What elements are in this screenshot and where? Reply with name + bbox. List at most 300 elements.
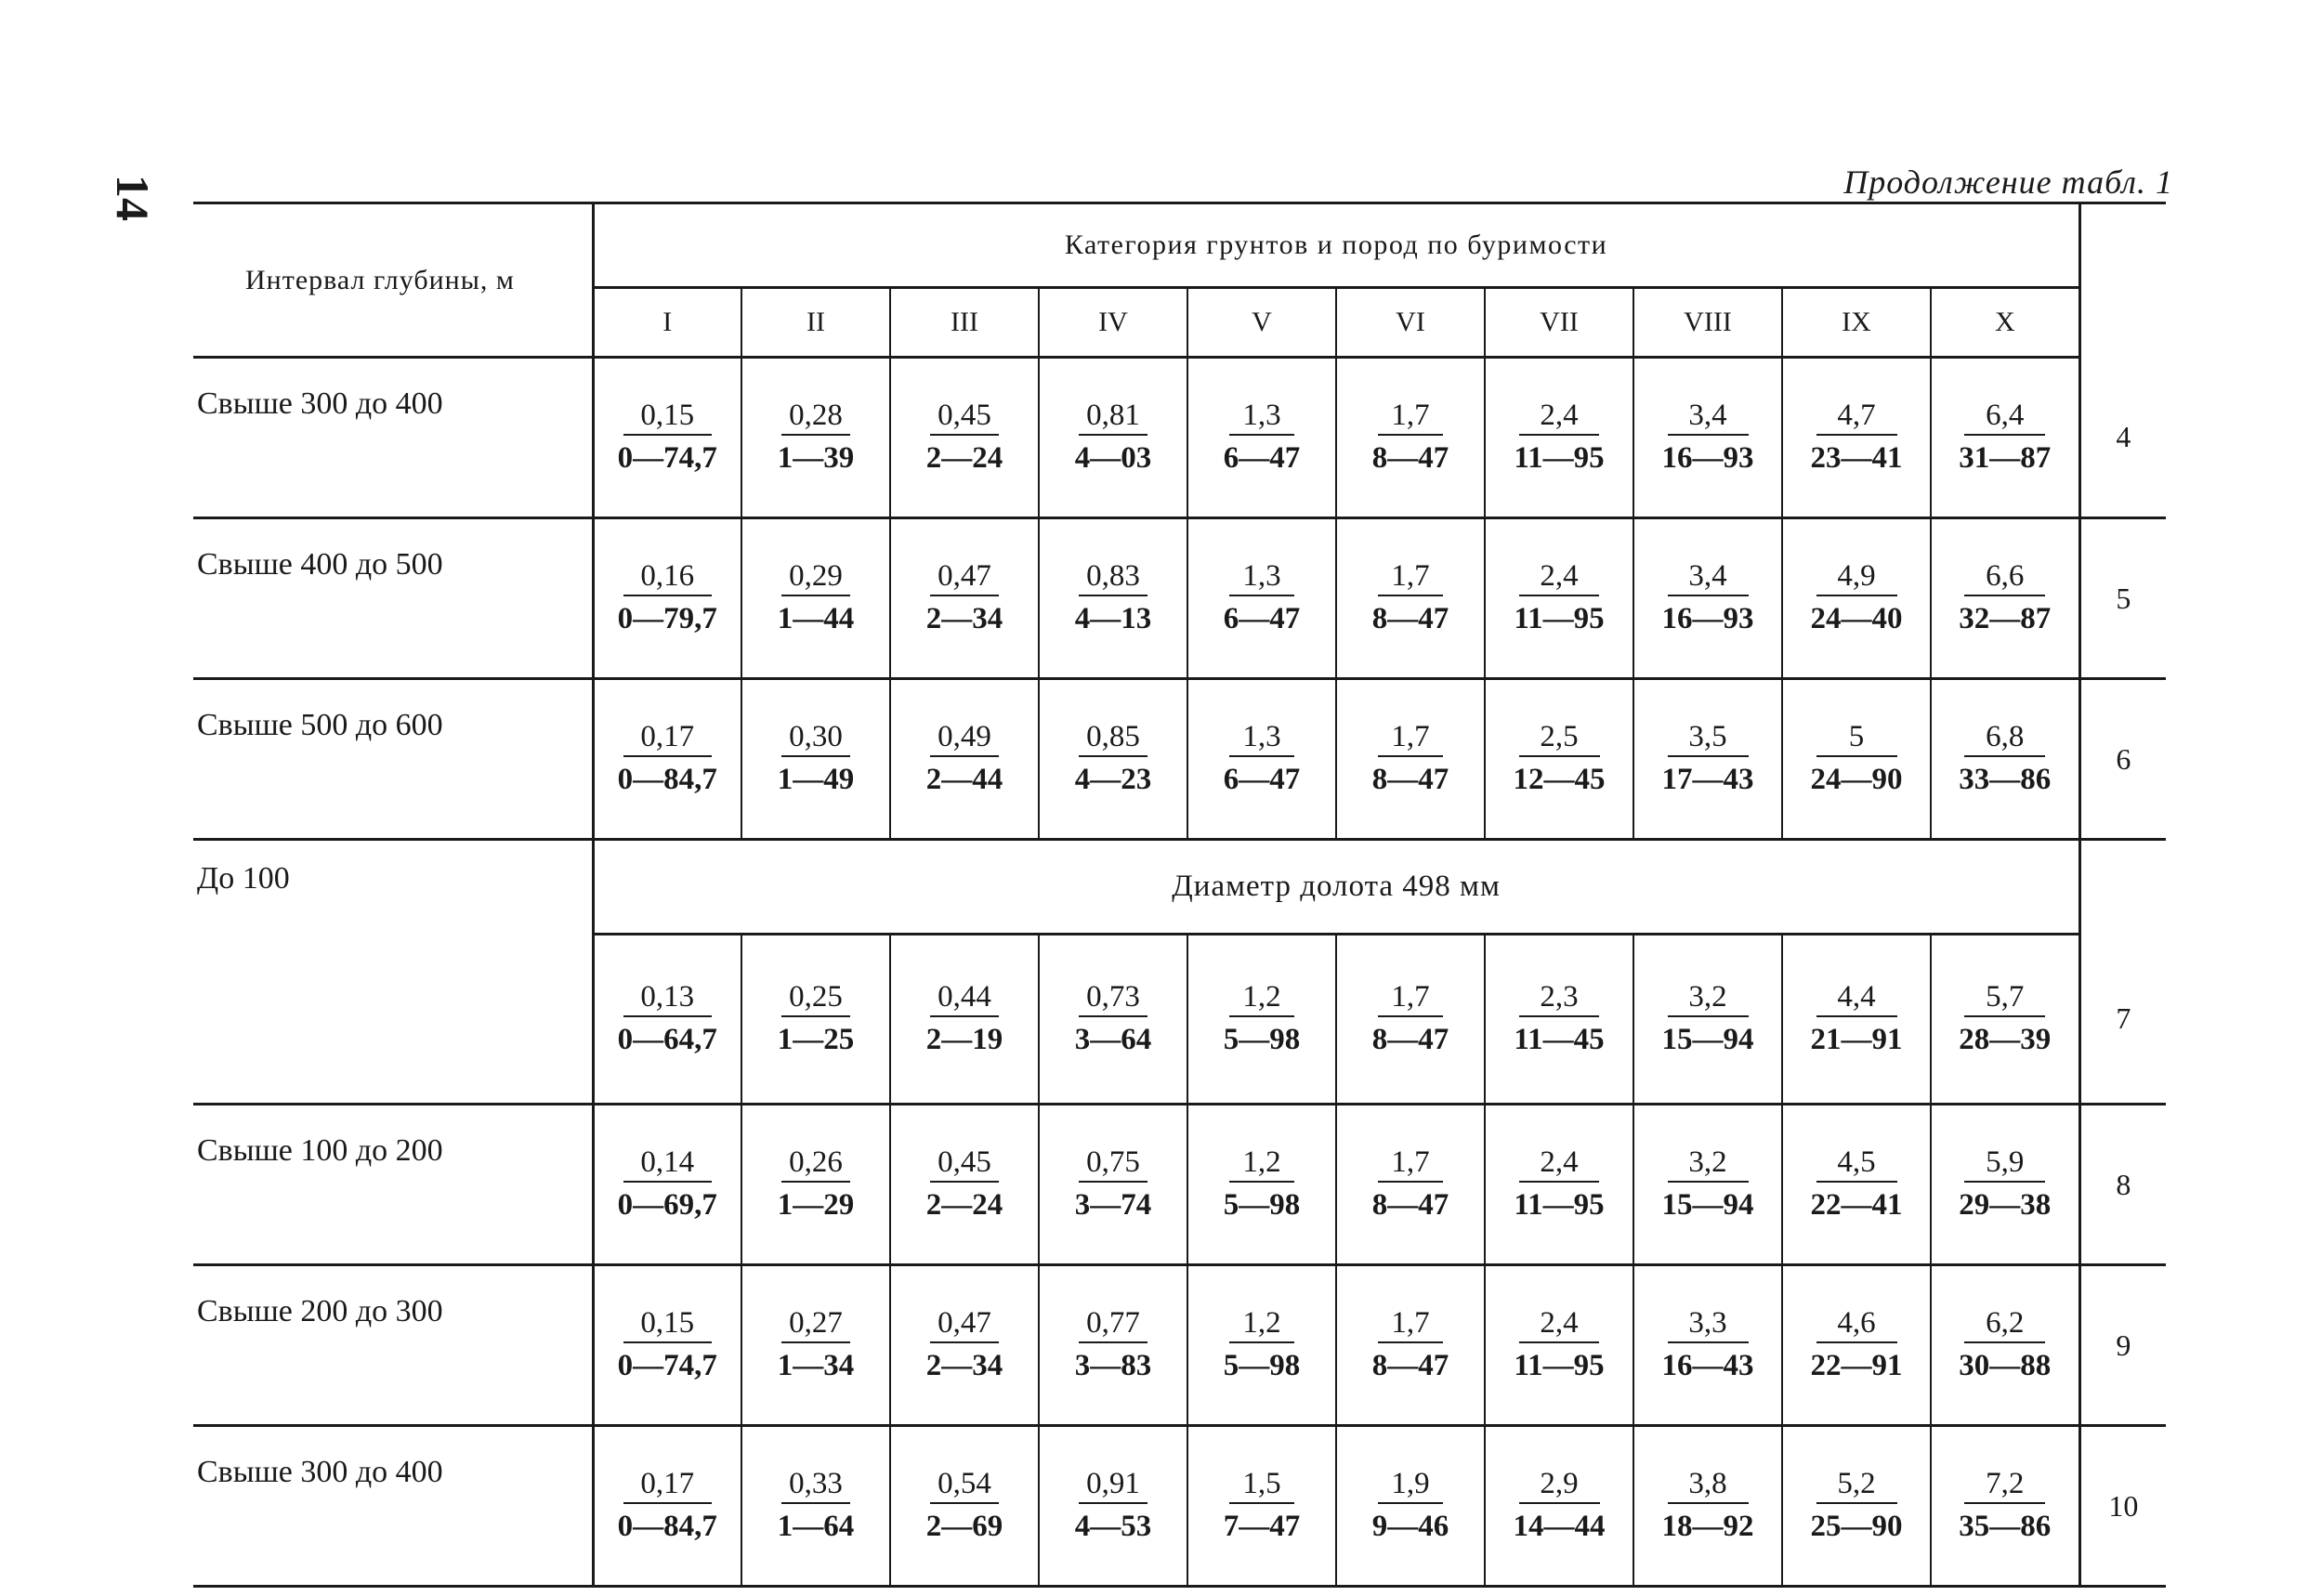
fraction-denominator: 2—34	[925, 1349, 1003, 1382]
fraction	[1514, 718, 1606, 800]
fraction-numerator: 0,91	[1079, 1465, 1147, 1504]
fraction-numerator: 0,29	[781, 557, 850, 596]
value-cell	[1485, 358, 1633, 518]
fraction	[1811, 718, 1903, 800]
fraction-numerator: 3,2	[1668, 978, 1749, 1017]
fraction-denominator: 3—74	[1074, 1188, 1152, 1222]
fraction-numerator: 2,4	[1519, 1144, 1598, 1183]
fraction-denominator: 1—39	[777, 441, 855, 475]
fraction	[1959, 1465, 2051, 1547]
value-cell	[1187, 1105, 1336, 1265]
fraction-denominator: 2—24	[925, 1188, 1003, 1222]
fraction-denominator: 8—47	[1371, 1349, 1449, 1382]
fraction	[1959, 1144, 2051, 1225]
fraction	[1224, 978, 1301, 1060]
fraction	[618, 1465, 717, 1547]
fraction	[1224, 1304, 1301, 1386]
fraction-numerator: 1,2	[1229, 978, 1295, 1017]
fraction-denominator: 23—41	[1810, 441, 1903, 475]
value-cell	[1931, 518, 2079, 679]
fraction	[618, 718, 717, 800]
fraction	[1514, 1144, 1604, 1225]
fraction	[776, 397, 856, 478]
fraction	[1514, 557, 1604, 639]
value-cell	[593, 934, 741, 1105]
row-number: 10	[2079, 1426, 2166, 1587]
fraction-numerator: 6,2	[1964, 1304, 2045, 1343]
value-cell	[1039, 518, 1187, 679]
fraction	[618, 978, 717, 1060]
fraction	[1662, 557, 1754, 639]
table-row	[193, 1105, 2166, 1265]
fraction-denominator: 9—46	[1371, 1510, 1449, 1543]
fraction-denominator: 0—84,7	[617, 1510, 717, 1543]
fraction	[1662, 1144, 1754, 1225]
fraction	[1372, 397, 1449, 478]
fraction	[1372, 557, 1449, 639]
value-cell	[1336, 358, 1485, 518]
value-cell	[1187, 934, 1336, 1105]
page-number: 14	[107, 175, 159, 221]
fraction-numerator: 0,47	[930, 1304, 999, 1343]
fraction-denominator: 5—98	[1223, 1188, 1301, 1222]
fraction-denominator: 5—98	[1223, 1022, 1301, 1056]
fraction-denominator: 15—94	[1661, 1022, 1754, 1056]
value-cell	[741, 1105, 890, 1265]
fraction	[1811, 1144, 1903, 1225]
fraction-numerator: 0,44	[930, 978, 999, 1017]
fraction	[1073, 397, 1153, 478]
category-header-3: III	[890, 288, 1039, 358]
interval-label: Свыше 300 до 400	[193, 1426, 593, 1587]
value-cell	[1485, 1426, 1633, 1587]
value-cell	[1633, 1265, 1782, 1426]
fraction	[1811, 1465, 1903, 1547]
table-row	[193, 1265, 2166, 1426]
fraction	[776, 1144, 856, 1225]
fraction-numerator: 0,15	[623, 397, 712, 436]
fraction-numerator: 5	[1816, 718, 1897, 757]
fraction-numerator: 0,15	[623, 1304, 712, 1343]
fraction-numerator: 0,73	[1079, 978, 1147, 1017]
value-cell	[593, 518, 741, 679]
value-cell	[1633, 358, 1782, 518]
fraction-numerator: 3,3	[1668, 1304, 1749, 1343]
fraction	[1959, 397, 2051, 478]
fraction-denominator: 4—13	[1074, 602, 1152, 635]
fraction-numerator: 5,7	[1964, 978, 2045, 1017]
fraction-numerator: 3,4	[1668, 397, 1749, 436]
fraction-numerator: 5,2	[1816, 1465, 1897, 1504]
value-cell	[1633, 1105, 1782, 1265]
value-cell	[593, 1105, 741, 1265]
value-cell	[1039, 934, 1187, 1105]
fraction-denominator: 11—45	[1514, 1022, 1605, 1056]
fraction-numerator: 0,17	[623, 1465, 712, 1504]
fraction	[776, 1304, 856, 1386]
fraction-denominator: 28—39	[1959, 1022, 2052, 1056]
fraction-denominator: 2—34	[925, 602, 1003, 635]
value-cell	[1039, 358, 1187, 518]
interval-label: Свыше 300 до 400	[193, 358, 593, 518]
value-cell	[1931, 679, 2079, 840]
fraction-denominator: 0—74,7	[617, 1349, 717, 1382]
fraction-numerator: 6,6	[1964, 557, 2045, 596]
table-row	[193, 679, 2166, 840]
value-cell	[593, 679, 741, 840]
fraction	[1662, 1465, 1754, 1547]
fraction-denominator: 8—47	[1371, 1022, 1449, 1056]
value-cell	[741, 1265, 890, 1426]
fraction-denominator: 4—23	[1074, 763, 1152, 796]
fraction-denominator: 0—84,7	[617, 763, 717, 796]
value-cell	[593, 1265, 741, 1426]
value-cell	[890, 1426, 1039, 1587]
row-number: 6	[2079, 679, 2166, 840]
fraction-denominator: 6—47	[1223, 763, 1301, 796]
category-header: Категория грунтов и пород по буримости	[593, 203, 2079, 288]
value-cell	[890, 358, 1039, 518]
fraction-numerator: 1,7	[1378, 718, 1444, 757]
fraction	[1224, 1144, 1301, 1225]
fraction	[1811, 557, 1903, 639]
fraction-denominator: 16—93	[1661, 441, 1754, 475]
category-header-2: II	[741, 288, 890, 358]
fraction-denominator: 29—38	[1959, 1188, 2052, 1222]
fraction	[925, 978, 1004, 1060]
value-cell	[890, 1105, 1039, 1265]
fraction-denominator: 33—86	[1959, 763, 2052, 796]
fraction-denominator: 16—93	[1661, 602, 1754, 635]
value-cell	[1485, 934, 1633, 1105]
fraction-numerator: 4,6	[1816, 1304, 1897, 1343]
fraction-denominator: 8—47	[1371, 602, 1449, 635]
value-cell	[741, 679, 890, 840]
fraction-numerator: 0,45	[930, 397, 999, 436]
row-number-blank	[2079, 840, 2166, 935]
fraction	[1959, 557, 2051, 639]
fraction	[618, 397, 717, 478]
fraction	[925, 1465, 1004, 1547]
fraction	[925, 1304, 1004, 1386]
interval-header: Интервал глубины, м	[193, 203, 593, 358]
fraction-numerator: 1,3	[1229, 557, 1295, 596]
fraction-denominator: 8—47	[1371, 763, 1449, 796]
fraction-denominator: 11—95	[1514, 1188, 1605, 1222]
fraction	[1372, 1144, 1449, 1225]
value-cell	[1633, 679, 1782, 840]
fraction	[925, 718, 1004, 800]
fraction-denominator: 2—44	[925, 763, 1003, 796]
fraction	[925, 557, 1004, 639]
fraction-numerator: 2,4	[1519, 397, 1598, 436]
category-header-7: VII	[1485, 288, 1633, 358]
row-number: 4	[2079, 358, 2166, 518]
fraction-numerator: 3,8	[1668, 1465, 1749, 1504]
row-number-header	[2079, 203, 2166, 358]
fraction-numerator: 2,3	[1519, 978, 1598, 1017]
value-cell	[1187, 518, 1336, 679]
category-header-10: X	[1931, 288, 2079, 358]
fraction-numerator: 0,25	[781, 978, 850, 1017]
category-header-6: VI	[1336, 288, 1485, 358]
fraction-numerator: 0,81	[1079, 397, 1147, 436]
value-cell	[1931, 358, 2079, 518]
value-cell	[1782, 1426, 1931, 1587]
fraction-numerator: 1,7	[1378, 397, 1444, 436]
fraction-denominator: 18—92	[1661, 1510, 1754, 1543]
fraction-denominator: 11—95	[1514, 1349, 1605, 1382]
fraction-denominator: 25—90	[1810, 1510, 1903, 1543]
fraction-denominator: 32—87	[1959, 602, 2052, 635]
fraction-numerator: 0,28	[781, 397, 850, 436]
fraction	[1514, 397, 1604, 478]
fraction-denominator: 24—90	[1810, 763, 1903, 796]
value-cell	[1336, 1105, 1485, 1265]
fraction	[1514, 1465, 1606, 1547]
category-header-4: IV	[1039, 288, 1187, 358]
fraction	[776, 718, 856, 800]
value-cell	[1485, 1105, 1633, 1265]
fraction-denominator: 15—94	[1661, 1188, 1754, 1222]
fraction-numerator: 0,14	[623, 1144, 712, 1183]
fraction	[1514, 1304, 1604, 1386]
fraction-numerator: 1,9	[1378, 1465, 1444, 1504]
table-continuation-label: Продолжение табл. 1	[1843, 164, 2173, 201]
fraction	[1514, 978, 1604, 1060]
fraction-denominator: 8—47	[1371, 1188, 1449, 1222]
value-cell	[1782, 1265, 1931, 1426]
fraction	[1811, 397, 1903, 478]
fraction	[1372, 718, 1449, 800]
fraction-denominator: 1—29	[777, 1188, 855, 1222]
fraction-numerator: 7,2	[1964, 1465, 2045, 1504]
row-number: 7	[2079, 934, 2166, 1105]
fraction-denominator: 3—83	[1074, 1349, 1152, 1382]
fraction	[776, 557, 856, 639]
category-header-9: IX	[1782, 288, 1931, 358]
value-cell	[1485, 518, 1633, 679]
fraction-denominator: 6—47	[1223, 602, 1301, 635]
fraction-denominator: 12—45	[1513, 763, 1606, 796]
fraction	[1224, 718, 1301, 800]
value-cell	[741, 518, 890, 679]
interval-label	[193, 934, 593, 1105]
fraction-numerator: 0,85	[1079, 718, 1147, 757]
fraction-denominator: 2—24	[925, 441, 1003, 475]
fraction	[776, 978, 856, 1060]
fraction-denominator: 2—19	[925, 1022, 1003, 1056]
fraction	[1073, 1144, 1153, 1225]
fraction	[1959, 718, 2051, 800]
fraction	[618, 557, 717, 639]
value-cell	[1782, 679, 1931, 840]
fraction-numerator: 3,5	[1668, 718, 1749, 757]
value-cell	[1931, 1105, 2079, 1265]
value-cell	[1782, 1105, 1931, 1265]
fraction	[1073, 1465, 1153, 1547]
fraction-numerator: 0,77	[1079, 1304, 1147, 1343]
fraction	[1959, 1304, 2051, 1386]
fraction-numerator: 0,83	[1079, 557, 1147, 596]
fraction-numerator: 4,4	[1816, 978, 1897, 1017]
fraction-numerator: 1,2	[1229, 1144, 1295, 1183]
fraction-denominator: 4—53	[1074, 1510, 1152, 1543]
value-cell	[1187, 1426, 1336, 1587]
category-header-5: V	[1187, 288, 1336, 358]
fraction-numerator: 2,9	[1519, 1465, 1600, 1504]
value-cell	[1039, 1265, 1187, 1426]
fraction	[1224, 557, 1301, 639]
fraction	[776, 1465, 856, 1547]
fraction-denominator: 0—69,7	[617, 1188, 717, 1222]
category-header-8: VIII	[1633, 288, 1782, 358]
fraction-denominator: 1—64	[777, 1510, 855, 1543]
fraction-numerator: 0,45	[930, 1144, 999, 1183]
value-cell	[1633, 518, 1782, 679]
fraction-denominator: 22—41	[1810, 1188, 1903, 1222]
fraction-numerator: 1,7	[1378, 978, 1444, 1017]
fraction-numerator: 1,7	[1378, 557, 1444, 596]
fraction-numerator: 0,54	[930, 1465, 999, 1504]
fraction-denominator: 16—43	[1661, 1349, 1754, 1382]
fraction-numerator: 0,16	[623, 557, 712, 596]
interval-label: Свыше 200 до 300	[193, 1265, 593, 1426]
fraction-denominator: 7—47	[1223, 1510, 1301, 1543]
fraction	[1073, 557, 1153, 639]
fraction-numerator: 4,9	[1816, 557, 1897, 596]
fraction	[1224, 397, 1301, 478]
fraction-numerator: 1,3	[1229, 718, 1295, 757]
table-row	[193, 1426, 2166, 1587]
fraction-denominator: 5—98	[1223, 1349, 1301, 1382]
fraction-numerator: 0,75	[1079, 1144, 1147, 1183]
value-cell	[1039, 1105, 1187, 1265]
row-number: 9	[2079, 1265, 2166, 1426]
value-cell	[890, 679, 1039, 840]
interval-label: Свыше 500 до 600	[193, 679, 593, 840]
value-cell	[1485, 679, 1633, 840]
fraction-numerator: 2,4	[1519, 557, 1598, 596]
value-cell	[1187, 1265, 1336, 1426]
fraction-numerator: 4,5	[1816, 1144, 1897, 1183]
fraction-numerator: 3,4	[1668, 557, 1749, 596]
fraction-denominator: 3—64	[1074, 1022, 1152, 1056]
fraction-numerator: 5,9	[1964, 1144, 2045, 1183]
value-cell	[1336, 679, 1485, 840]
fraction	[1224, 1465, 1301, 1547]
fraction	[1662, 978, 1754, 1060]
table-row	[193, 358, 2166, 518]
value-cell	[741, 1426, 890, 1587]
fraction-denominator: 30—88	[1959, 1349, 2052, 1382]
fraction-numerator: 0,33	[781, 1465, 850, 1504]
fraction-numerator: 6,4	[1964, 397, 2045, 436]
fraction-denominator: 0—79,7	[617, 602, 717, 635]
fraction-denominator: 17—43	[1661, 763, 1754, 796]
value-cell	[890, 1265, 1039, 1426]
fraction-numerator: 0,47	[930, 557, 999, 596]
fraction-numerator: 0,13	[623, 978, 712, 1017]
row-number: 8	[2079, 1105, 2166, 1265]
fraction-numerator: 0,30	[781, 718, 850, 757]
fraction	[925, 1144, 1004, 1225]
value-cell	[1782, 934, 1931, 1105]
fraction-numerator: 1,7	[1378, 1304, 1444, 1343]
value-cell	[593, 358, 741, 518]
fraction-numerator: 0,17	[623, 718, 712, 757]
fraction-numerator: 0,49	[930, 718, 999, 757]
value-cell	[1336, 518, 1485, 679]
fraction-denominator: 0—74,7	[617, 441, 717, 475]
fraction	[618, 1144, 717, 1225]
fraction-denominator: 8—47	[1371, 441, 1449, 475]
value-cell	[741, 934, 890, 1105]
fraction	[1811, 1304, 1903, 1386]
fraction	[1073, 978, 1153, 1060]
table-row	[193, 934, 2166, 1105]
fraction	[1662, 1304, 1754, 1386]
fraction-numerator: 1,5	[1229, 1465, 1295, 1504]
value-cell	[1187, 679, 1336, 840]
value-cell	[1782, 518, 1931, 679]
fraction	[1372, 1465, 1449, 1547]
value-cell	[1485, 1265, 1633, 1426]
value-cell	[1336, 1426, 1485, 1587]
fraction-numerator: 6,8	[1964, 718, 2045, 757]
value-cell	[1782, 358, 1931, 518]
fraction-numerator: 2,4	[1519, 1304, 1598, 1343]
row-number: 5	[2079, 518, 2166, 679]
fraction-denominator: 14—44	[1513, 1510, 1606, 1543]
table-row	[193, 518, 2166, 679]
value-cell	[741, 358, 890, 518]
fraction	[1372, 1304, 1449, 1386]
value-cell	[1039, 1426, 1187, 1587]
fraction	[925, 397, 1004, 478]
fraction-numerator: 3,2	[1668, 1144, 1749, 1183]
fraction-denominator: 0—64,7	[617, 1022, 717, 1056]
interval-label: Свыше 100 до 200	[193, 1105, 593, 1265]
fraction-denominator: 6—47	[1223, 441, 1301, 475]
fraction-denominator: 1—44	[777, 602, 855, 635]
value-cell	[1336, 934, 1485, 1105]
interval-label: Свыше 400 до 500	[193, 518, 593, 679]
fraction	[1811, 978, 1903, 1060]
fraction-denominator: 1—34	[777, 1349, 855, 1382]
fraction	[1959, 978, 2051, 1060]
fraction-denominator: 4—03	[1074, 441, 1152, 475]
fraction-denominator: 21—91	[1810, 1022, 1903, 1056]
value-cell	[1633, 1426, 1782, 1587]
fraction-numerator: 0,26	[781, 1144, 850, 1183]
fraction-numerator: 4,7	[1816, 397, 1897, 436]
fraction-denominator: 2—69	[925, 1510, 1003, 1543]
diameter-section-title: Диаметр долота 498 мм	[593, 840, 2079, 935]
fraction-denominator: 22—91	[1810, 1349, 1903, 1382]
fraction	[1372, 978, 1449, 1060]
fraction	[1662, 718, 1754, 800]
fraction-denominator: 31—87	[1959, 441, 2052, 475]
value-cell	[890, 518, 1039, 679]
fraction	[1662, 397, 1754, 478]
value-cell	[1931, 1265, 2079, 1426]
fraction	[1073, 1304, 1153, 1386]
fraction-numerator: 0,27	[781, 1304, 850, 1343]
fraction	[618, 1304, 717, 1386]
value-cell	[1931, 934, 2079, 1105]
value-cell	[1336, 1265, 1485, 1426]
